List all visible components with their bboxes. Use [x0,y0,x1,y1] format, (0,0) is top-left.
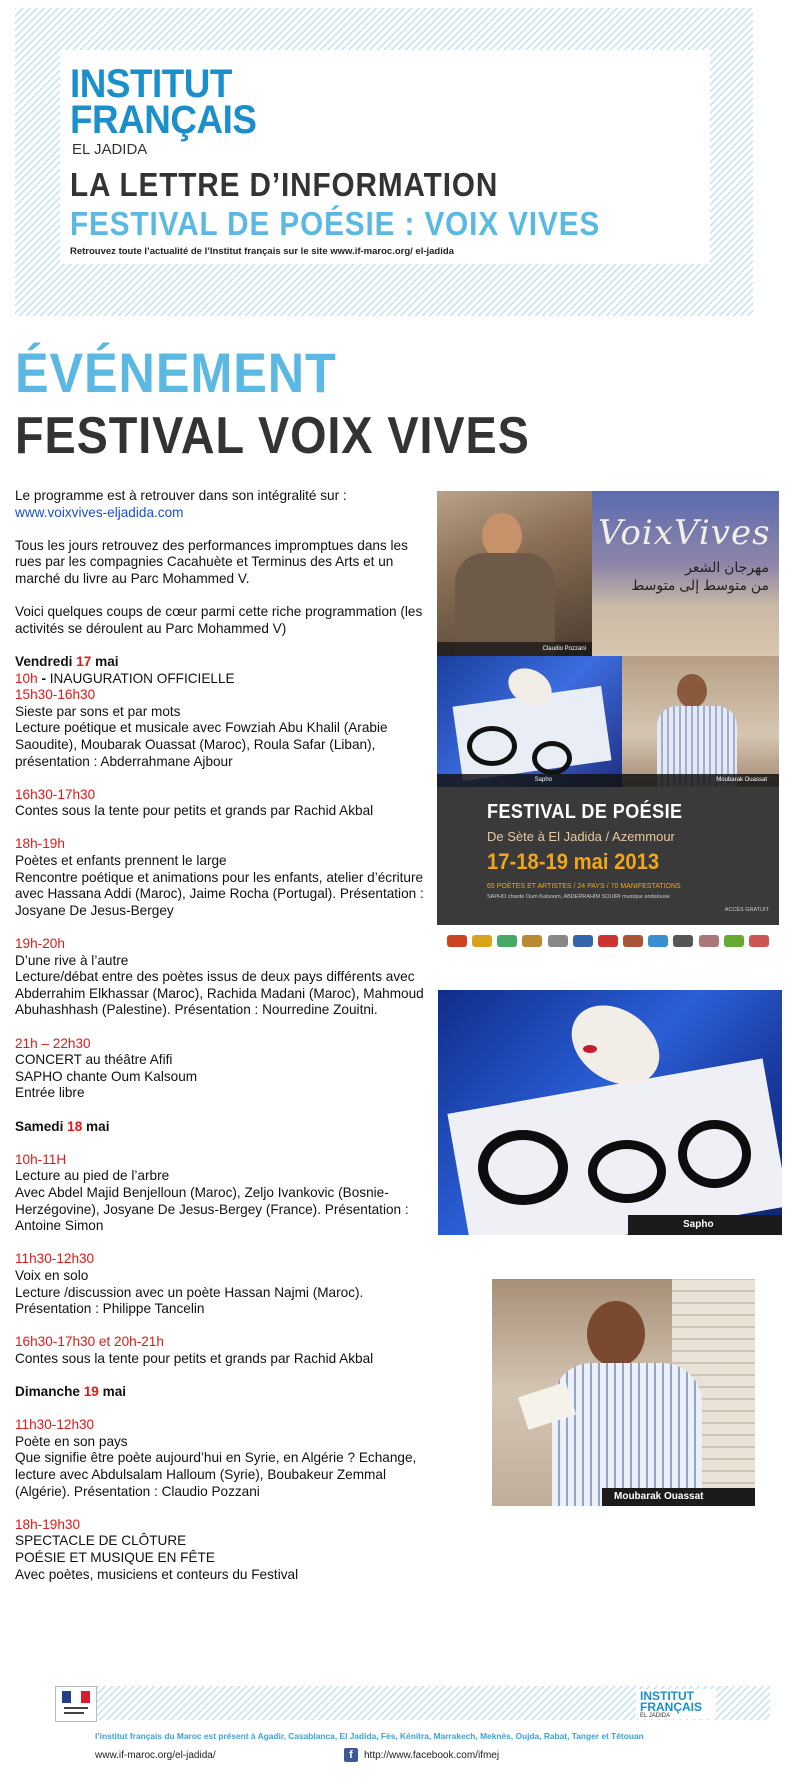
arabic-title-line1: مهرجان الشعر [685,559,769,575]
caption-moubarak-small: Moubarak Ouassat [622,774,779,787]
sponsor-logo [447,935,467,947]
pattern-shape [678,1120,751,1188]
day-heading-friday: Vendredi 17 mai [15,653,119,669]
facebook-icon[interactable]: f [344,1748,358,1762]
event-voix-solo: 11h30-12h30 Voix en solo Lecture /discussion avec un poète Hassan Najmi (Maroc). Présentation : Philippe Tancelin [15,1251,364,1317]
footer-note: l’institut français du Maroc est présent à Agadir, Casablanca, El Jadida, Fès, Kénitra, Marrakech, Meknès, Oujda, Rabat, Tanger et Tétouan [95,1731,644,1741]
footer-institut-logo [636,1689,716,1719]
french-flag-icon [62,1691,90,1703]
poster-subline: SAPHO chante Oum Kalsoum, ABDERRAHIM SOUIRI musique andalouse [487,894,670,900]
intro-line: Le programme est à retrouver dans son intégralité sur : [15,488,347,503]
event-cloture: 18h-19h30 SPECTACLE DE CLÔTURE POÉSIE ET MUSIQUE EN FÊTE Avec poètes, musiciens et conteurs du Festival [15,1516,299,1582]
caption-claudio: Claudio Pozzani [437,642,592,656]
sponsor-logo [648,935,668,947]
photo-claudio-pozzani [437,491,592,656]
pattern-shape [588,1140,666,1203]
footer-logo-line1: INSTITUT [640,1689,694,1703]
logo-line2: FRANÇAIS [70,98,257,142]
poster-festival-title: FESTIVAL DE POÉSIE [487,801,683,823]
person-body-shape [455,553,555,656]
day-heading-saturday: Samedi 18 mai [15,1118,110,1134]
section-label: ÉVÉNEMENT [15,341,337,404]
event-contes-sat: 16h30-17h30 et 20h-21h Contes sous la tente pour petits et grands par Rachid Akbal [15,1334,374,1366]
day-heading-sunday: Dimanche 19 mai [15,1384,127,1400]
poster-info-panel [437,787,779,925]
person-body-shape [552,1363,702,1506]
footer-logo-line2: FRANÇAIS [640,1700,702,1714]
sponsor-logo [699,935,719,947]
program-content [15,488,430,1600]
intro-highlights: Voici quelques coups de cœur parmi cette riche programmation (les activités se déroulent au Parc Mohammed V) [15,604,423,636]
poster-entry: ACCÈS GRATUIT [724,907,769,913]
institut-francais-logo [70,62,257,142]
poster-stats: 65 POÈTES ET ARTISTES / 24 PAYS / 70 MANIFESTATIONS [487,883,681,890]
event-sieste: 15h30-16h30 Sieste par sons et par mots Lecture poétique et musicale avec Fowziah Abu Khalil (Arabie Saoudite), Moubarak Ouassat (Maroc), Roula Safar (Liban), présentation : Abderrahmane Ajbour [15,687,388,769]
sponsor-logo [724,935,744,947]
sponsor-logo [548,935,568,947]
event-inauguration: 10h - INAUGURATION OFFICIELLE [15,670,235,686]
sponsor-logo [497,935,517,947]
event-arbre: 10h-11H Lecture au pied de l’arbre Avec Abdel Majid Benjelloun (Maroc), Zeljo Ivankovic (Bosnie-Herzégovine), Josyane De Jesus-Bergey (France). Présentation : Antoine Simon [15,1151,409,1234]
pattern-shape [532,741,572,775]
logo-city: EL JADIDA [72,141,148,158]
person-head-shape [587,1301,645,1367]
sponsor-logo [673,935,693,947]
caption-moubarak: Moubarak Ouassat [602,1488,755,1506]
caption-sapho: Sapho [628,1215,782,1235]
caption-sapho-small: Sapho [437,774,622,787]
sponsor-logo [472,935,492,947]
newsletter-title: LA LETTRE D’INFORMATION [70,166,499,203]
sponsor-logo [522,935,542,947]
footer-logo-city: EL JADIDA [640,1713,671,1719]
event-poetes-enfants: 18h-19h Poètes et enfants prennent le large Rencontre poétique et animations pour les enfants, atelier d’écriture avec Hassana Addi (Maroc), Jaime Rocha (Portugal). Présentation : Josyane De Jesus-Bergey [15,836,424,918]
photo-moubarak-small [622,656,779,787]
footer-website-link[interactable]: www.if-maroc.org/el-jadida/ [95,1750,216,1761]
event-contes-fri: 16h30-17h30 Contes sous la tente pour petits et grands par Rachid Akbal [15,786,374,819]
event-title: FESTIVAL VOIX VIVES [15,407,530,465]
photo-moubarak-ouassat [492,1279,755,1506]
sponsor-logo [623,935,643,947]
festival-title: FESTIVAL DE POÉSIE : VOIX VIVES [70,205,601,242]
photo-sapho-small [437,656,622,787]
poster-route: De Sète à El Jadida / Azemmour [487,829,675,844]
sponsor-logos-row [447,931,769,951]
intro-performances: Tous les jours retrouvez des performances impromptues dans les rues par les compagnies Cacahuète et Terminus des Arts et un marché du livre au Parc Mohammed V. [15,537,408,586]
french-republic-logo [55,1686,97,1722]
arabic-title-line2: من متوسط إلى متوسط [631,577,769,593]
festival-website-link[interactable]: www.voixvives-eljadida.com [15,504,184,520]
voix-vives-logo: VoixVives [598,513,771,553]
sponsor-logo [573,935,593,947]
header-note: Retrouvez toute l’actualité de l’Institut français sur le site www.if-maroc.org/ el-jadida [70,246,454,257]
poster-dates: 17-18-19 mai 2013 [487,849,660,874]
pattern-shape [467,726,517,766]
sponsor-logo [598,935,618,947]
facebook-url[interactable]: http://www.facebook.com/ifmej [364,1749,500,1761]
pattern-shape [478,1130,568,1205]
sponsor-logo [749,935,769,947]
photo-sapho [438,990,782,1235]
event-poete-pays: 11h30-12h30 Poète en son pays Que signifie être poète aujourd’hui en Syrie, en Algérie ? Echange, lecture avec Abdulsalam Halloum (Syrie), Boubakeur Zemmal (Algérie). Présentation : Claudio Pozzani [15,1417,417,1499]
logo-line1: INSTITUT [70,62,232,106]
event-concert: 21h – 22h30 CONCERT au théâtre Afifi SAPHO chante Oum Kalsoum Entrée libre [15,1035,198,1101]
person-head-shape [677,674,707,708]
event-rive: 19h-20h D’une rive à l’autre Lecture/débat entre des poètes issus de deux pays différents avec Abderrahim Elkhassar (Maroc), Rachida Madani (Maroc), Mahmoud Abuhashhash (Palestine). Présentation : Nourredine Zouitni. [15,936,424,1018]
intro [15,488,430,521]
lips-shape [583,1045,597,1053]
footer-facebook[interactable] [344,1748,499,1762]
voix-vives-title-panel [592,491,779,656]
festival-poster [437,491,779,956]
